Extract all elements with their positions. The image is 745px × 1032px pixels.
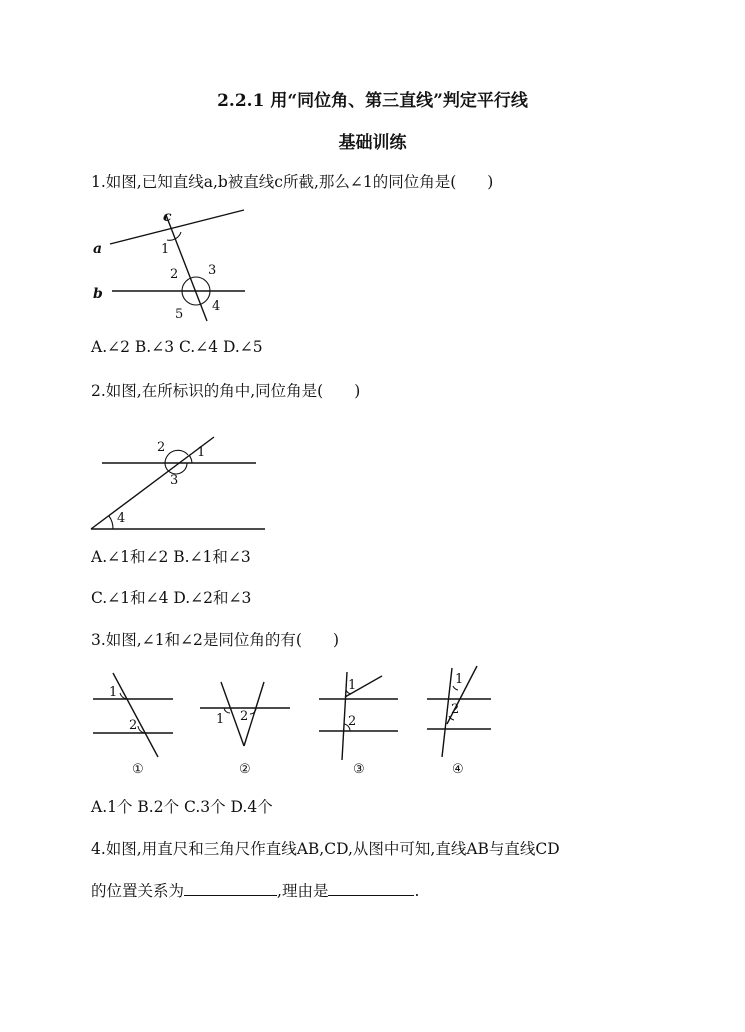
q3-f4-caption: ④	[452, 762, 464, 777]
section-subtitle: 基础训练	[338, 133, 407, 153]
relation-answer-blank[interactable]	[184, 880, 277, 896]
angle-2-label: 2	[170, 267, 179, 282]
angle-1-label: 1	[161, 242, 170, 257]
question-1-stem: 1.如图,已知直线a,b被直线c所截,那么∠1的同位角是( )	[91, 173, 494, 191]
question-3-options: A.1个 B.2个 C.3个 D.4个	[91, 798, 273, 816]
line-a-label: a	[93, 241, 103, 257]
q3-f2-angle-2: 2	[240, 709, 249, 724]
q3-figure-4	[427, 666, 491, 777]
question-2-options-line-1: A.∠1和∠2 B.∠1和∠3	[91, 548, 251, 566]
q3-figure-2	[200, 682, 290, 777]
q2-angle-3-label: 3	[170, 473, 179, 488]
question-2-options-line-2: C.∠1和∠4 D.∠2和∠3	[91, 589, 252, 607]
angle-4-label: 4	[212, 299, 221, 314]
q3-f3-angle-2: 2	[348, 714, 357, 729]
reason-answer-blank[interactable]	[328, 880, 414, 896]
q3-f2-caption: ②	[239, 762, 251, 777]
line-c-label: c	[163, 209, 172, 225]
q3-f4-angle-2: 2	[451, 702, 460, 717]
q3-figure-1	[93, 673, 173, 777]
q3-f1-angle-1: 1	[109, 685, 118, 700]
angle-3-label: 3	[208, 263, 217, 278]
q3-f3-angle-1: 1	[348, 678, 357, 693]
q4-reason-text: ,理由是	[277, 882, 329, 900]
q3-figure-3	[319, 672, 398, 777]
question-4-stem-line-2	[91, 879, 419, 901]
question-3-stem: 3.如图,∠1和∠2是同位角的有( )	[91, 631, 340, 649]
angle-5-label: 5	[175, 307, 184, 322]
question-2-stem: 2.如图,在所标识的角中,同位角是( )	[91, 382, 361, 400]
q2-angle-2-label: 2	[157, 440, 166, 455]
q2-angle-1-label: 1	[197, 445, 206, 460]
line-b-label: b	[93, 286, 103, 302]
q3-f4-angle-1: 1	[455, 672, 464, 687]
q4-relation-text: 的位置关系为	[91, 882, 185, 900]
q3-f1-angle-2: 2	[129, 718, 138, 733]
q3-f3-caption: ③	[353, 762, 365, 777]
page-title: 2.2.1 用“同位角、第三直线”判定平行线	[217, 91, 528, 111]
question-1-options: A.∠2 B.∠3 C.∠4 D.∠5	[91, 338, 263, 356]
question-4-stem-line-1: 4.如图,用直尺和三角尺作直线AB,CD,从图中可知,直线AB与直线CD	[91, 840, 560, 858]
q3-f2-angle-1: 1	[216, 712, 225, 727]
q2-angle-4-label: 4	[117, 511, 126, 526]
q4-end-punct: .	[414, 882, 420, 900]
q3-f1-caption: ①	[132, 762, 144, 777]
